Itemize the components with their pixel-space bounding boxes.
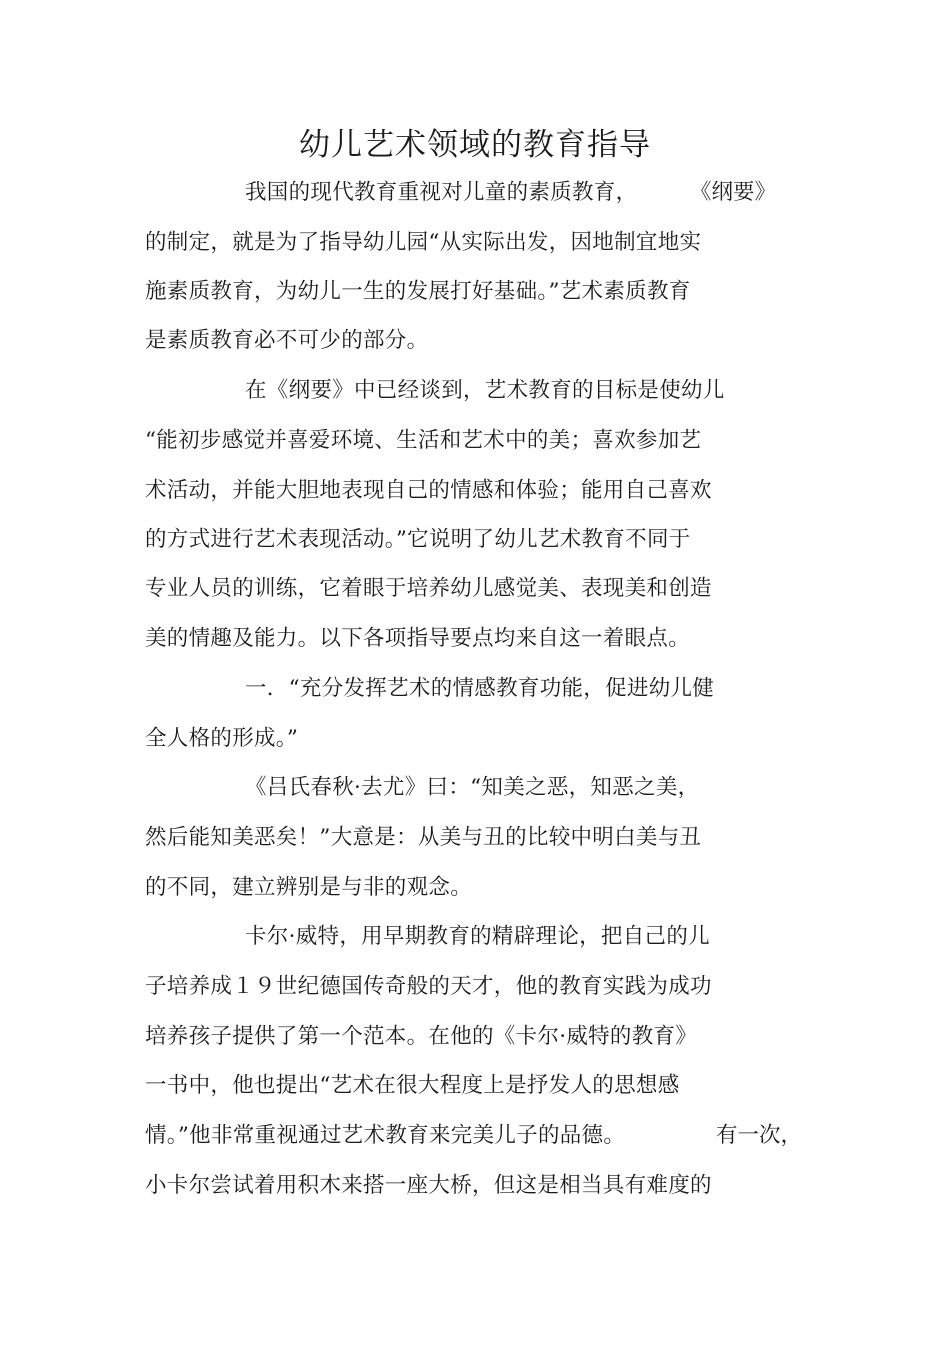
paragraph-line: 《吕氏春秋·去尤》曰：“知美之恶，知恶之美， <box>245 775 700 800</box>
paragraph-line: 情。”他非常重视通过艺术教育来完美儿子的品德。 <box>145 1123 626 1148</box>
paragraph-line: “能初步感觉并喜爱环境、生活和艺术中的美；喜欢参加艺 <box>145 428 702 453</box>
paragraph-line: 在《纲要》中已经谈到，艺术教育的目标是使幼儿 <box>245 378 725 403</box>
paragraph-line: 的不同，建立辨别是与非的观念。 <box>145 875 473 900</box>
paragraph-line: 施素质教育，为幼儿一生的发展打好基础。”艺术素质教育 <box>145 279 691 304</box>
paragraph-line: 美的情趣及能力。以下各项指导要点均来自这一着眼点。 <box>145 626 691 651</box>
paragraph-line: 小卡尔尝试着用积木来搭一座大桥，但这是相当具有难度的 <box>145 1173 712 1198</box>
paragraph-line: 有一次， <box>716 1123 803 1148</box>
paragraph-line: 一书中，他也提出“艺术在很大程度上是抒发人的思想感 <box>145 1073 680 1098</box>
paragraph-line: 《纲要》 <box>690 180 777 205</box>
paragraph-line: 培养孩子提供了第一个范本。在他的《卡尔·威特的教育》 <box>145 1024 698 1049</box>
paragraph-line: 的制定，就是为了指导幼儿园“从实际出发，因地制宜地实 <box>145 230 702 255</box>
section-heading-line: 全人格的形成。” <box>145 726 299 751</box>
paragraph-line: 卡尔·威特，用早期教育的精辟理论，把自己的儿 <box>245 924 710 949</box>
document-title: 幼儿艺术领域的教育指导 <box>299 127 651 163</box>
section-heading-line: 一．“充分发挥艺术的情感教育功能，促进幼儿健 <box>245 676 715 701</box>
paragraph-line: 专业人员的训练，它着眼于培养幼儿感觉美、表现美和创造 <box>145 576 712 601</box>
paragraph-line: 子培养成１９世纪德国传奇般的天才，他的教育实践为成功 <box>145 974 712 999</box>
paragraph-line: 术活动，并能大胆地表现自己的情感和体验；能用自己喜欢 <box>145 478 712 503</box>
paragraph-line: 然后能知美恶矣！”大意是：从美与丑的比较中明白美与丑 <box>145 825 702 850</box>
paragraph-line: 是素质教育必不可少的部分。 <box>145 328 429 353</box>
paragraph-line: 我国的现代教育重视对儿童的素质教育， <box>245 180 638 205</box>
paragraph-line: 的方式进行艺术表现活动。”它说明了幼儿艺术教育不同于 <box>145 527 691 552</box>
